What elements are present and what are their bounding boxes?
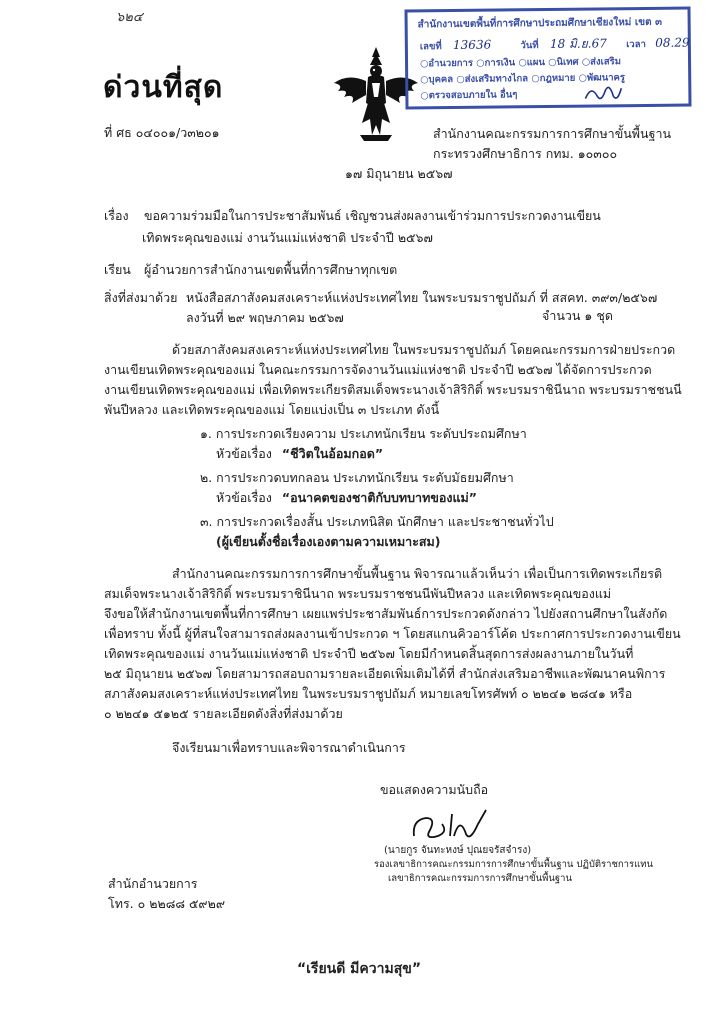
document-date: ๑๗ มิถุนายน ๒๕๖๗ bbox=[345, 166, 453, 181]
item-2: ๒. การประกวดบทกลอน ประเภทนักเรียน ระดับมัธยมศึกษา bbox=[200, 470, 514, 485]
item-3-topic: (ผู้เขียนตั้งชื่อเรื่องเองตามความเหมาะสม) bbox=[216, 534, 441, 549]
item-1: ๑. การประกวดเรียงความ ประเภทนักเรียน ระดับประถมศึกษา bbox=[200, 426, 527, 441]
item-2-topic-label: หัวข้อเรื่อง bbox=[216, 490, 272, 505]
sender-address: กระทรวงศึกษาธิการ กทม. ๑๐๓๐๐ bbox=[433, 146, 618, 161]
document-number: ที่ ศธ ๐๔๐๐๑/ว๓๒๐๑ bbox=[104, 125, 220, 140]
para2-line-7: สภาสังคมสงเคราะห์แห่งประเทศไทย ในพระบรมราชูปถัมภ์ หมายเลขโทรศัพท์ ๐ ๒๒๔๑ ๒๘๔๑ หรือ bbox=[104, 686, 633, 701]
to-recipient: ผู้อำนวยการสำนักงานเขตพื้นที่การศึกษาทุกเขต bbox=[144, 262, 398, 277]
stamp-time-value: 08.29 bbox=[655, 35, 690, 50]
sender-office: สำนักงานคณะกรรมการการศึกษาขั้นพื้นฐาน bbox=[433, 126, 672, 141]
stamp-date-label: วันที่ bbox=[520, 40, 539, 52]
stamp-registration-row bbox=[420, 34, 690, 56]
stamp-signature-icon bbox=[583, 82, 623, 104]
para2-line-3: จึงขอให้สำนักงานเขตพื้นที่การศึกษา เผยแพร่ประชาสัมพันธ์การประกวดดังกล่าว ไปยังสถานศึกษาในสังกัด bbox=[104, 606, 668, 621]
item-1-topic: “ชีวิตในอ้อมกอด” bbox=[281, 446, 384, 461]
salutation: ขอแสดงความนับถือ bbox=[380, 782, 489, 797]
subject-line-2: เทิดพระคุณของแม่ งานวันแม่แห่งชาติ ประจำปี ๒๕๖๗ bbox=[142, 230, 433, 245]
stamp-date-value: 18 มิ.ย.67 bbox=[549, 36, 607, 51]
enclosure-label: สิ่งที่ส่งมาด้วย bbox=[104, 290, 178, 305]
signer-position-2: เลขาธิการคณะกรรมการการศึกษาขั้นพื้นฐาน bbox=[388, 873, 572, 884]
enclosure-line-1: หนังสือสภาสังคมสงเคราะห์แห่งประเทศไทย ในพระบรมราชูปถัมภ์ ที่ สสคท. ๓๙๓/๒๕๖๗ bbox=[186, 290, 658, 305]
para2-line-8: ๐ ๒๒๔๑ ๕๑๒๕ รายละเอียดดังสิ่งที่ส่งมาด้วย bbox=[104, 706, 343, 721]
signer-name: (นายกูร จันทะหงษ์ ปุณยจรัสจำรง) bbox=[384, 845, 532, 856]
closing-request: จึงเรียนมาเพื่อทราบและพิจารณาดำเนินการ bbox=[172, 740, 406, 755]
motto: “เรียนดี มีความสุข” bbox=[296, 961, 422, 977]
signature-icon bbox=[408, 806, 498, 846]
para2-line-2: สมเด็จพระนางเจ้าสิริกิติ์ พระบรมราชินีนาถ พระบรมราชชนนีพันปีหลวง และเทิดพระคุณของแม่ bbox=[104, 586, 612, 601]
office-name: สำนักอำนวยการ bbox=[108, 876, 198, 891]
subject-label: เรื่อง bbox=[104, 208, 129, 223]
item-2-topic-row bbox=[216, 490, 477, 506]
para1-line-3: งานเขียนเทิดพระคุณของแม่ เพื่อเทิดพระเกียรติสมเด็จพระนางเจ้าสิริกิติ์ พระบรมราชินีนาถ พระบรมราชชนนี bbox=[104, 382, 682, 397]
stamp-time-label: เวลา bbox=[626, 38, 646, 51]
to-label: เรียน bbox=[104, 262, 131, 277]
item-2-topic: “อนาคตของชาติกับบทบาทของแม่” bbox=[281, 490, 477, 505]
signer-position-1: รองเลขาธิการคณะกรรมการการศึกษาขั้นพื้นฐาน ปฏิบัติราชการแทน bbox=[374, 859, 653, 870]
para2-line-1: สำนักงานคณะกรรมการการศึกษาขั้นพื้นฐาน พิจารณาแล้วเห็นว่า เพื่อเป็นการเทิดพระเกียรติ bbox=[172, 566, 663, 581]
item-3: ๓. การประกวดเรื่องสั้น ประเภทนิสิต นักศึกษา และประชาชนทั่วไป bbox=[200, 514, 554, 529]
para2-line-4: เพื่อทราบ ทั้งนี้ ผู้ที่สนใจสามารถส่งผลงานเข้าประกวด ฯ โดยสแกนคิวอาร์โค้ด ประกาศการประกวดงานเขียน bbox=[104, 626, 681, 641]
handwritten-note: ๖๒๔ bbox=[116, 10, 143, 25]
para2-line-6: ๒๕ มิถุนายน ๒๕๖๗ โดยสามารถสอบถามรายละเอียดเพิ่มเติมได้ที่ สำนักส่งเสริมอาชีพและพัฒนาคนพิการ bbox=[104, 666, 666, 681]
stamp-reg-value: 13636 bbox=[452, 37, 492, 52]
para1-line-1: ด้วยสภาสังคมสงเคราะห์แห่งประเทศไทย ในพระบรมราชูปถัมภ์ โดยคณะกรรมการฝ่ายประกวด bbox=[172, 342, 676, 357]
subject-line-1: ขอความร่วมมือในการประชาสัมพันธ์ เชิญชวนส่งผลงานเข้าร่วมการประกวดงานเขียน bbox=[144, 208, 601, 223]
stamp-dept-line-2: ○บุคคล ○ส่งเสริมทางไกล ○กฎหมาย ○พัฒนาครู bbox=[420, 72, 626, 86]
stamp-reg-label: เลขที่ bbox=[419, 41, 442, 53]
para1-line-4: พันปีหลวง และเทิดพระคุณของแม่ โดยแบ่งเป็น ๓ ประเภท ดังนี้ bbox=[104, 402, 440, 417]
item-1-topic-row bbox=[216, 446, 383, 462]
para1-line-2: งานเขียนเทิดพระคุณของแม่ ในคณะกรรมการจัดงานวันแม่แห่งชาติ ประจำปี ๒๕๖๗ ได้จัดการประกวด bbox=[104, 362, 652, 377]
stamp-dept-line-3: ○ตรวจสอบภายใน อื่นๆ bbox=[420, 89, 518, 102]
stamp-dept-line-1: ○อำนวยการ ○การเงิน ○แผน ○นิเทศ ○ส่งเสริม bbox=[419, 56, 622, 70]
enclosure-line-2: ลงวันที่ ๒๙ พฤษภาคม ๒๕๖๗ bbox=[186, 310, 344, 325]
enclosure-quantity: จำนวน ๑ ชุด bbox=[542, 308, 613, 323]
para2-line-5: เทิดพระคุณของแม่ งานวันแม่แห่งชาติ ประจำปี ๒๕๖๗ โดยมีกำหนดสิ้นสุดการส่งผลงานภายในวันที่ bbox=[104, 646, 634, 661]
item-1-topic-label: หัวข้อเรื่อง bbox=[216, 446, 272, 461]
urgency-heading: ด่วนที่สุด bbox=[103, 70, 224, 105]
stamp-office: สำนักงานเขตพื้นที่การศึกษาประถมศึกษาเชียงใหม่ เขต ๓ bbox=[417, 16, 662, 31]
office-phone: โทร. ๐ ๒๒๘๘ ๕๙๒๙ bbox=[108, 896, 225, 911]
receiving-stamp bbox=[404, 7, 691, 110]
